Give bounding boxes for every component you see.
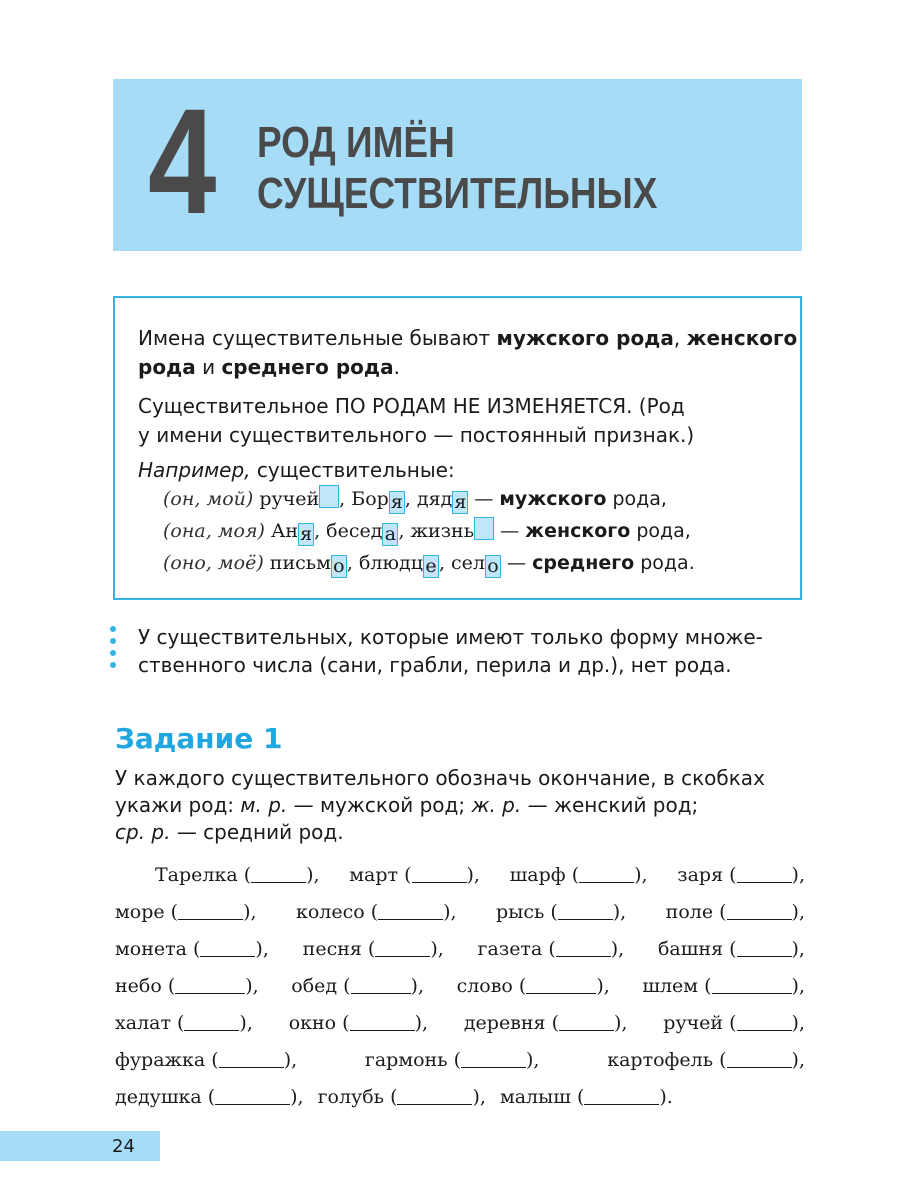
exercise-item: обед ( ),	[291, 975, 424, 997]
answer-blank[interactable]	[178, 901, 243, 920]
exercise-item: газета ( ),	[477, 938, 625, 960]
example-gender-masculine: мужского	[499, 488, 607, 510]
note-line-2: ственного числа (сани, грабли, перила и др.), нет рода.	[138, 653, 732, 677]
page-number: 24	[112, 1136, 135, 1157]
task-text-span: — средний род.	[170, 820, 344, 844]
exercise-item: малыш ( ).	[499, 1086, 673, 1108]
answer-blank[interactable]	[526, 975, 596, 994]
exercise-word: рысь	[496, 901, 545, 923]
rule-paragraph-2-line-1: Существительное ПО РОДАМ НЕ ИЗМЕНЯЕТСЯ. (Род	[138, 394, 685, 418]
example-word-stem: бесед	[326, 520, 383, 542]
example-intro	[138, 456, 455, 485]
exercise-row-3	[115, 935, 805, 963]
task-instruction-line-1: У каждого существительного обозначь окончание, в скобках	[115, 766, 765, 790]
exercise-item: ручей ( ),	[663, 1012, 805, 1034]
example-row-neuter: (оно, моё) письм о , блюдц е , сел о — среднего рода.	[163, 552, 695, 577]
exercise-word: шарф	[509, 864, 566, 886]
answer-blank[interactable]	[412, 864, 467, 883]
rule-paragraph-1-line-1	[138, 324, 797, 353]
ending-box: о	[331, 555, 347, 578]
example-tail: рода.	[640, 552, 695, 574]
example-gender-neuter: среднего	[532, 552, 635, 574]
exercise-item: гармонь ( ),	[364, 1049, 540, 1071]
task-instruction-line-2	[115, 791, 698, 819]
exercise-word: деревня	[463, 1012, 546, 1034]
example-tail: рода,	[636, 520, 691, 542]
abbr-masculine: м. р.	[240, 793, 288, 817]
exercise-word: небо	[115, 975, 162, 997]
example-word: ручей	[259, 488, 320, 510]
rule-paragraph-2-line-2: у имени существительного — постоянный признак.)	[138, 423, 695, 447]
exercise-word: голубь	[317, 1086, 385, 1108]
answer-blank[interactable]	[584, 1086, 659, 1105]
example-word-stem: сел	[451, 552, 485, 574]
exercise-word: поле	[665, 901, 714, 923]
exercise-item: колесо ( ),	[295, 901, 457, 923]
answer-blank[interactable]	[461, 1049, 526, 1068]
example-pronouns: (оно, моё)	[163, 552, 264, 574]
answer-blank[interactable]	[737, 1012, 792, 1031]
rule-bold-rod: рода	[138, 355, 196, 379]
abbr-neuter: ср. р.	[115, 820, 171, 844]
chapter-title-line-2: СУЩЕСТВИТЕЛЬНЫХ	[257, 169, 658, 218]
example-word-stem: письм	[269, 552, 331, 574]
answer-blank[interactable]	[215, 1086, 290, 1105]
answer-blank[interactable]	[350, 1012, 415, 1031]
example-word-stem: блюдц	[358, 552, 423, 574]
exercise-item: поле ( ),	[665, 901, 805, 923]
example-row-feminine: (она, моя) Ан я , бесед а , жизнь — женского рода,	[163, 517, 691, 546]
rule-text-span: ,	[673, 326, 687, 350]
exercise-word: картофель	[607, 1049, 714, 1071]
answer-blank[interactable]	[200, 938, 255, 957]
exercise-word: ручей	[663, 1012, 724, 1034]
exercise-word: Тарелка	[155, 864, 238, 886]
exercise-word: колесо	[295, 901, 365, 923]
example-pronouns: (он, мой)	[163, 488, 254, 510]
answer-blank[interactable]	[737, 864, 792, 883]
answer-blank[interactable]	[737, 938, 792, 957]
exercise-item: море ( ),	[115, 901, 257, 923]
rule-text-span: Имена существительные бывают	[138, 326, 497, 350]
answer-blank[interactable]	[378, 901, 443, 920]
chapter-number: 4	[148, 77, 217, 245]
exercise-word: окно	[288, 1012, 337, 1034]
answer-blank[interactable]	[351, 975, 411, 994]
ending-box: я	[390, 491, 403, 513]
rule-text-span: .	[393, 355, 400, 379]
exercise-word: монета	[115, 938, 187, 960]
answer-blank[interactable]	[375, 938, 430, 957]
exercise-word: песня	[302, 938, 362, 960]
chapter-title	[257, 117, 657, 219]
abbr-feminine: ж. р.	[471, 793, 522, 817]
exercise-row-6	[115, 1046, 805, 1074]
exercise-item: шарф ( ),	[509, 864, 648, 886]
exercise-item: рысь ( ),	[496, 901, 627, 923]
answer-blank[interactable]	[556, 938, 611, 957]
exercise-word: фуражка	[115, 1049, 206, 1071]
rule-bold-masculine: мужского рода	[496, 326, 674, 350]
example-intro-italic: Например,	[138, 458, 251, 482]
answer-blank[interactable]	[727, 901, 792, 920]
exercise-item: небо ( ),	[115, 975, 259, 997]
exercise-item: деревня ( ),	[463, 1012, 628, 1034]
example-gender-feminine: женского	[525, 520, 631, 542]
answer-blank[interactable]	[219, 1049, 284, 1068]
exercise-row-1	[155, 861, 805, 889]
example-pronouns: (она, моя)	[163, 520, 265, 542]
answer-blank[interactable]	[175, 975, 245, 994]
example-word-stem: дяд	[416, 488, 453, 510]
ending-box: а	[382, 523, 398, 546]
ending-box: я	[300, 523, 313, 545]
example-word: жизнь	[410, 520, 475, 542]
answer-blank[interactable]	[397, 1086, 472, 1105]
exercise-item: песня ( ),	[302, 938, 444, 960]
exercise-word: март	[349, 864, 399, 886]
note-dots-icon	[110, 626, 118, 670]
exercise-row-2	[115, 898, 805, 926]
ending-box-empty	[474, 517, 494, 540]
ending-box: е	[423, 555, 439, 578]
note-line-1: У существительных, которые имеют только форму множе-	[138, 625, 763, 649]
answer-blank[interactable]	[579, 864, 634, 883]
exercise-item: март ( ),	[349, 864, 480, 886]
rule-paragraph-1-line-2	[138, 353, 400, 382]
example-word-stem: Ан	[271, 520, 299, 542]
example-intro-rest: существительные:	[250, 458, 455, 482]
rule-bold-neuter: среднего рода	[221, 355, 394, 379]
exercise-row-4	[115, 972, 805, 1000]
exercise-item: слово ( ),	[456, 975, 610, 997]
exercise-word: малыш	[499, 1086, 571, 1108]
rule-bold-feminine: женского	[686, 326, 798, 350]
example-row-masculine: (он, мой) ручей , Бор я , дяд я — мужского рода,	[163, 485, 667, 514]
exercise-item: заря ( ),	[677, 864, 805, 886]
exercise-word: халат	[115, 1012, 171, 1034]
exercise-row-5	[115, 1009, 805, 1037]
exercise-word: гармонь	[364, 1049, 448, 1071]
task-text-span: — женский род;	[521, 793, 699, 817]
task-title: Задание 1	[115, 722, 283, 755]
exercise-item: окно ( ),	[288, 1012, 429, 1034]
exercise-item: монета ( ),	[115, 938, 269, 960]
ending-box: о	[485, 555, 501, 578]
ending-box: я	[454, 491, 467, 513]
example-tail: рода,	[612, 488, 667, 510]
exercise-word: заря	[677, 864, 724, 886]
chapter-title-line-1: РОД ИМЁН	[257, 118, 455, 167]
exercise-item: картофель ( ),	[607, 1049, 805, 1071]
exercise-word: шлем	[642, 975, 699, 997]
answer-blank[interactable]	[559, 1012, 614, 1031]
exercise-item: голубь ( ),	[317, 1086, 486, 1108]
exercise-word: море	[115, 901, 165, 923]
exercise-item: Тарелка ( ),	[155, 864, 320, 886]
exercise-item: шлем ( ),	[642, 975, 805, 997]
example-word-stem: Бор	[351, 488, 389, 510]
answer-blank[interactable]	[727, 1049, 792, 1068]
answer-blank[interactable]	[251, 864, 306, 883]
answer-blank[interactable]	[712, 975, 792, 994]
exercise-item: дедушка ( ),	[115, 1086, 304, 1108]
task-instruction-line-3	[115, 818, 344, 846]
ending-box-empty	[319, 485, 339, 508]
exercise-word: башня	[657, 938, 724, 960]
task-text-span: укажи род:	[115, 793, 241, 817]
answer-blank[interactable]	[558, 901, 613, 920]
task-text-span: — мужской род;	[287, 793, 472, 817]
page-number-tab	[0, 1131, 160, 1161]
rule-text-span: и	[195, 355, 222, 379]
exercise-word: дедушка	[115, 1086, 202, 1108]
exercise-word: газета	[477, 938, 543, 960]
exercise-item: халат ( ),	[115, 1012, 253, 1034]
exercise-row-7	[115, 1083, 805, 1111]
exercise-item: башня ( ),	[657, 938, 805, 960]
exercise-item: фуражка ( ),	[115, 1049, 298, 1071]
exercise-word: слово	[456, 975, 513, 997]
exercise-word: обед	[291, 975, 338, 997]
answer-blank[interactable]	[184, 1012, 239, 1031]
